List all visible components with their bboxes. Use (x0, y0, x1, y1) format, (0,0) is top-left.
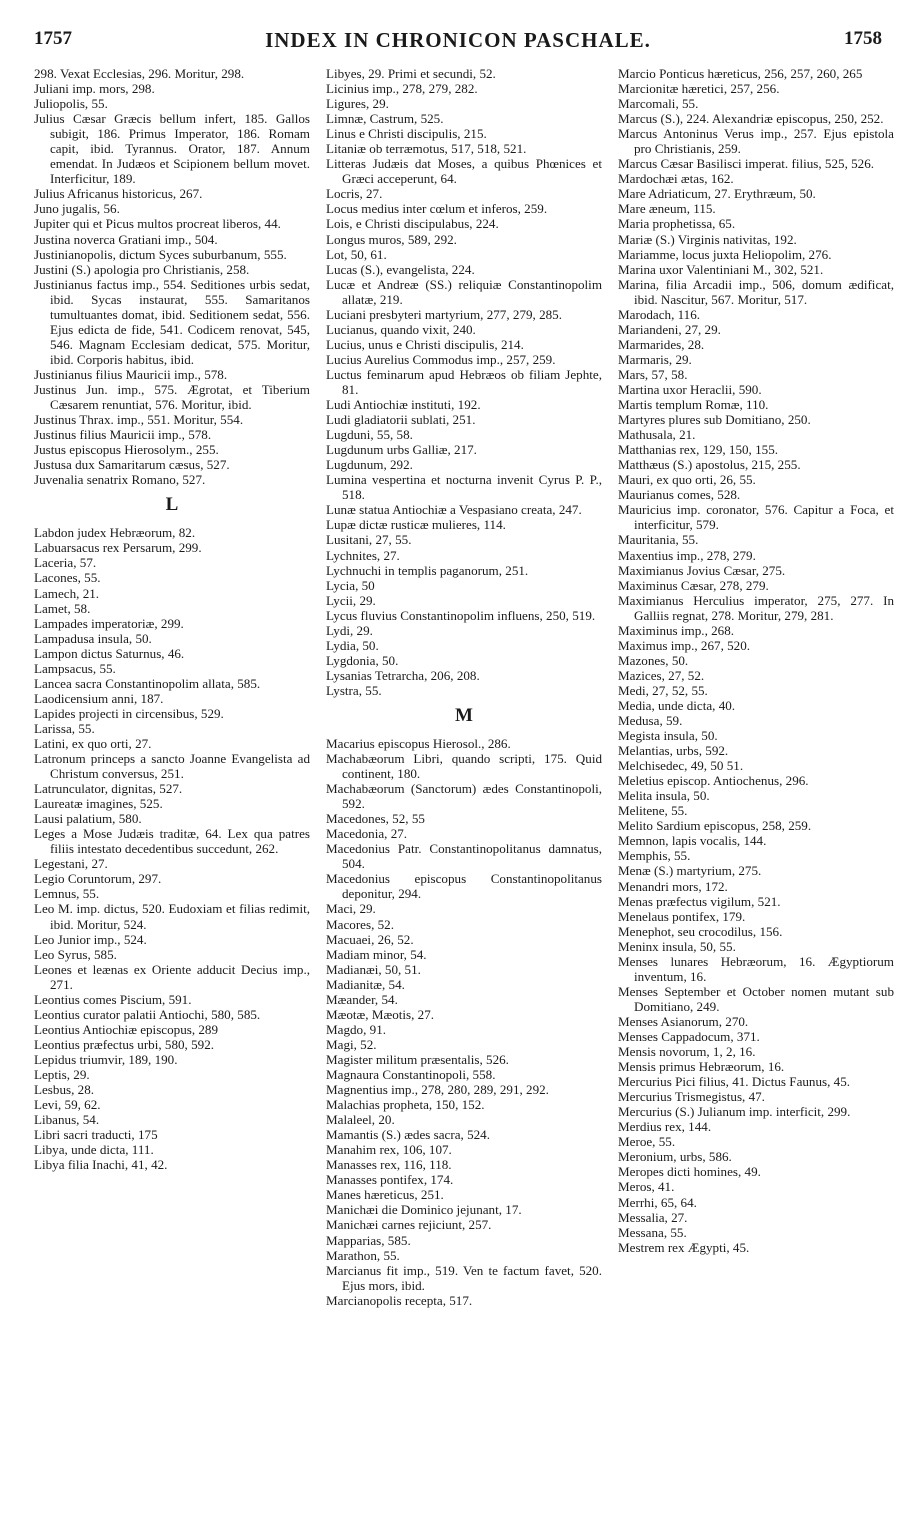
index-entry: Macuaei, 26, 52. (326, 931, 414, 947)
index-entry: Mare Adriaticum, 27. Erythræum, 50. (618, 186, 816, 202)
index-entry: Maximianus Herculius imperator, 275, 277. In Galliis regnat, 278. Moritur, 279, 281. (618, 592, 894, 623)
index-entry: Madiam minor, 54. (326, 946, 427, 962)
index-entry: Leo M. imp. dictus, 520. Eudoxiam et filias redimit, ibid. Moritur, 524. (34, 901, 310, 932)
index-entry: Libyes, 29. Primi et secundi, 52. (326, 66, 496, 81)
index-entry: Maurianus comes, 528. (618, 487, 741, 503)
index-entry: Mariæ (S.) Virginis nativitas, 192. (618, 231, 797, 247)
index-entry: Lancea sacra Constantinopolim allata, 585. (34, 675, 261, 691)
index-entry: Lugduni, 55, 58. (326, 427, 413, 443)
index-entry: Ligures, 29. (326, 96, 389, 112)
section-letter: L (165, 494, 179, 516)
index-entry: Marina, filia Arcadii imp., 506, domum ædificat, ibid. Nascitur, 567. Moritur, 517. (618, 276, 894, 307)
index-entry: Memnon, lapis vocalis, 144. (618, 833, 767, 849)
index-entry: Menæ (S.) martyrium, 275. (618, 863, 762, 879)
index-entry: Justinus filius Mauricii imp., 578. (34, 427, 212, 443)
index-entry: Maximianus Jovius Cæsar, 275. (618, 562, 786, 578)
index-entry: Madianitæ, 54. (326, 976, 405, 992)
index-entry: Mercurius Pici filius, 41. Dictus Faunus, 45. (618, 1074, 851, 1090)
index-entry: Lucius Aurelius Commodus imp., 257, 259. (326, 351, 556, 367)
index-entry: Media, unde dicta, 40. (618, 697, 736, 713)
index-entry: Matthanias rex, 129, 150, 155. (618, 442, 779, 458)
index-entry: Manahim rex, 106, 107. (326, 1142, 452, 1158)
index-entry: Lystra, 55. (326, 682, 382, 698)
index-entry: Mauritania, 55. (618, 532, 699, 548)
index-entry: Jupiter qui et Picus multos procreat liberos, 44. (34, 216, 281, 232)
index-entry: Malachias propheta, 150, 152. (326, 1097, 485, 1113)
index-entry: Lucianus, quando vixit, 240. (326, 321, 476, 337)
index-entry: Leges a Mose Judæis traditæ, 64. Lex qua patres filiis intestato decedentibus succedunt, 262. (34, 826, 310, 857)
index-entry: Legio Coruntorum, 297. (34, 871, 162, 887)
index-entry: Maci, 29. (326, 901, 376, 917)
index-entry: Legestani, 27. (34, 856, 108, 872)
index-entry: Laodicensium anni, 187. (34, 690, 164, 706)
index-entry: Marodach, 116. (618, 306, 701, 322)
index-entry: Maximinus imp., 268. (618, 622, 735, 638)
index-entry: Meninx insula, 50, 55. (618, 938, 736, 954)
index-entry: Mazones, 50. (618, 652, 689, 668)
index-entry: Mazices, 27, 52. (618, 667, 705, 683)
index-entry: Macores, 52. (326, 916, 394, 932)
index-entry: Mensis novorum, 1, 2, 16. (618, 1044, 756, 1060)
index-entry: Maria prophetissa, 65. (618, 216, 736, 232)
index-entry: Mardochæi ætas, 162. (618, 171, 734, 187)
index-entry: Mercurius (S.) Julianum imp. interficit, 299. (618, 1104, 851, 1120)
page-number-left: 1757 (34, 28, 72, 49)
index-entry: Matthæus (S.) apostolus, 215, 255. (618, 457, 801, 473)
index-entry: Malaleel, 20. (326, 1112, 395, 1128)
index-entry: Lampsacus, 55. (34, 660, 116, 676)
index-entry: Lunæ statua Antiochiæ a Vespasiano creata, 247. (326, 502, 582, 518)
page-number-right: 1758 (844, 28, 882, 49)
index-entry: Mariandeni, 27, 29. (618, 321, 721, 337)
index-entry: Lois, e Christi discipulabus, 224. (326, 216, 499, 232)
index-entry: Latrunculator, dignitas, 527. (34, 781, 183, 797)
index-entry: Machabæorum (Sanctorum) ædes Constantinopoli, 592. (326, 781, 602, 812)
index-entry: 298. Vexat Ecclesias, 296. Moritur, 298. (34, 66, 245, 81)
index-entry: Manasses rex, 116, 118. (326, 1157, 452, 1173)
index-entry: Memphis, 55. (618, 848, 691, 864)
index-entry: Macedonius Patr. Constantinopolitanus damnatus, 504. (326, 841, 602, 872)
index-entry: Lepidus triumvir, 189, 190. (34, 1051, 178, 1067)
index-entry: Litteras Judæis dat Moses, a quibus Phœnices et Græci acceperunt, 64. (326, 156, 602, 187)
index-entry: Levi, 59, 62. (34, 1097, 101, 1113)
index-entry: Martis templum Romæ, 110. (618, 397, 769, 413)
index-entry: Labdon judex Hebræorum, 82. (34, 525, 196, 541)
index-entry: Libri sacri traducti, 175 (34, 1127, 158, 1143)
index-entry: Messalia, 27. (618, 1209, 688, 1225)
index-entry: Menses Cappadocum, 371. (618, 1029, 760, 1044)
index-entry: Latini, ex quo orti, 27. (34, 735, 152, 751)
index-entry: Juliani imp. mors, 298. (34, 81, 155, 97)
index-entry: Lupæ dictæ rusticæ mulieres, 114. (326, 517, 506, 533)
running-title: INDEX IN CHRONICON PASCHALE. (265, 28, 651, 52)
index-entry: Leontius præfectus urbi, 580, 592. (34, 1036, 215, 1052)
index-entry: Justinianopolis, dictum Syces suburbanum, 555. (34, 246, 287, 262)
index-entry: Menses September et October nomen mutant sub Domitiano, 249. (618, 983, 894, 1014)
index-entry: Luctus feminarum apud Hebræos ob filiam Jephte, 81. (326, 366, 602, 397)
index-entry: Leontius Antiochiæ episcopus, 289 (34, 1021, 219, 1037)
index-entry: Mercurius Trismegistus, 47. (618, 1089, 765, 1105)
index-entry: Juno jugalis, 56. (34, 201, 120, 217)
index-entry: Leontius curator palatii Antiochi, 580, 585. (34, 1006, 261, 1022)
index-entry: Marcus (S.), 224. Alexandriæ episcopus, 250, 252. (618, 111, 884, 127)
index-entry: Menephot, seu crocodilus, 156. (618, 923, 783, 939)
index-entry: Laceria, 57. (34, 555, 97, 571)
index-entry: Lampadusa insula, 50. (34, 630, 152, 646)
index-entry: Melchisedec, 49, 50 51. (618, 758, 744, 774)
index-entry: Lycus fluvius Constantinopolim influens, 250, 519. (326, 607, 596, 623)
index-entry: Juvenalia senatrix Romano, 527. (34, 472, 206, 488)
index-entry: Leones et leænas ex Oriente adducit Decius imp., 271. (34, 961, 310, 992)
index-entry: Meletius episcop. Antiochenus, 296. (618, 773, 809, 789)
index-entry: Lemnus, 55. (34, 886, 100, 902)
index-entry: Lamech, 21. (34, 585, 100, 601)
index-entry: Lot, 50, 61. (326, 246, 387, 262)
index-entry: Marina uxor Valentiniani M., 302, 521. (618, 261, 824, 277)
index-entry: Leptis, 29. (34, 1067, 90, 1082)
index-entry: Marcus Antoninus Verus imp., 257. Ejus epistola pro Christianis, 259. (618, 126, 894, 157)
index-entry: Marmaris, 29. (618, 351, 692, 367)
index-entry: Mæander, 54. (326, 991, 398, 1007)
index-entry: Mensis primus Hebræorum, 16. (618, 1059, 785, 1075)
index-entry: Lucæ et Andreæ (SS.) reliquiæ Constantinopolim allatæ, 219. (326, 276, 602, 307)
index-entry: Meros, 41. (618, 1179, 675, 1195)
index-entry: Melantias, urbs, 592. (618, 743, 729, 759)
index-entry: Ludi Antiochiæ instituti, 192. (326, 397, 481, 413)
index-entry: Menses Asianorum, 270. (618, 1013, 749, 1029)
index-entry: Larissa, 55. (34, 720, 95, 736)
index-entry: Licinius imp., 278, 279, 282. (326, 81, 478, 97)
index-entry: Justinianus factus imp., 554. Seditiones urbis sedat, ibid. Sycas instaurat, 555. Samaritanos tumultuantes domat, ibid. Seditionem sedat, 556. Ejus edicta de fide, 541. Codicem renovat, 545, 546. Magnam Ecclesiam dedicat, 575. Moritur, ibid. Corporis habitus, ibid. (34, 276, 310, 367)
index-entry: Megista insula, 50. (618, 728, 718, 744)
index-entry: Locris, 27. (326, 186, 383, 202)
index-entry: Menas præfectus vigilum, 521. (618, 893, 781, 909)
index-entry: Justinianus filius Mauricii imp., 578. (34, 366, 228, 382)
index-entry: Libya, unde dicta, 111. (34, 1142, 154, 1158)
index-entry: Messana, 55. (618, 1224, 687, 1240)
index-entry: Macedonia, 27. (326, 826, 408, 842)
index-entry: Marcomali, 55. (618, 96, 699, 112)
index-column-1 (34, 66, 310, 1172)
index-entry: Leontius comes Piscium, 591. (34, 991, 192, 1007)
index-entry: Juliopolis, 55. (34, 96, 108, 112)
index-entry: Menelaus pontifex, 179. (618, 908, 746, 924)
index-entry: Marcianus fit imp., 519. Ven te factum favet, 520. Ejus mors, ibid. (326, 1262, 602, 1293)
index-entry: Manasses pontifex, 174. (326, 1172, 454, 1188)
index-entry: Lygdonia, 50. (326, 652, 399, 668)
index-entry: Lychnuchi in templis paganorum, 251. (326, 562, 529, 578)
index-entry: Libanus, 54. (34, 1112, 100, 1128)
index-entry: Longus muros, 589, 292. (326, 231, 457, 247)
index-entry: Menses lunares Hebræorum, 16. Ægyptiorum inventum, 16. (618, 953, 894, 984)
index-entry: Lugdunum, 292. (326, 457, 413, 473)
index-entry: Latronum princeps a sancto Joanne Evangelista ad Christum conversus, 251. (34, 751, 310, 782)
index-entry: Meropes dicti homines, 49. (618, 1164, 761, 1180)
index-entry: Julius Cæsar Græcis bellum infert, 185. Gallos subigit, 186. Primus Imperator, 186. Romam capit, ibid. Tyrannus. Orator, 187. Annum emendat. In Judæos et Scipionem bellum movet. Interficitur, 189. (34, 111, 310, 187)
index-entry: Justina noverca Gratiani imp., 504. (34, 231, 218, 247)
index-entry: Julius Africanus historicus, 267. (34, 186, 203, 202)
index-entry: Machabæorum Libri, quando scripti, 175. Quid continent, 180. (326, 751, 602, 782)
index-entry: Mæotæ, Mæotis, 27. (326, 1006, 435, 1022)
index-entry: Lugdunum urbs Galliæ, 217. (326, 442, 477, 458)
index-entry: Mauricius imp. coronator, 576. Capitur a Foca, et interficitur, 579. (618, 502, 894, 533)
index-entry: Magister militum præsentalis, 526. (326, 1051, 509, 1067)
index-entry: Marcionitæ hæretici, 257, 256. (618, 81, 780, 97)
index-entry: Magdo, 91. (326, 1021, 387, 1037)
index-entry: Luciani presbyteri martyrium, 277, 279, 285. (326, 306, 563, 322)
index-entry: Mapparias, 585. (326, 1232, 411, 1248)
index-entry: Manichæi carnes rejiciunt, 257. (326, 1217, 492, 1233)
index-entry: Medi, 27, 52, 55. (618, 682, 708, 698)
index-entry: Macarius episcopus Hierosol., 286. (326, 735, 511, 751)
index-entry: Meronium, urbs, 586. (618, 1149, 732, 1165)
section-letter: M (455, 704, 473, 726)
index-entry: Mars, 57, 58. (618, 366, 688, 382)
index-entry: Menandri mors, 172. (618, 878, 728, 894)
index-entry: Lampon dictus Saturnus, 46. (34, 645, 185, 661)
index-entry: Maximinus Cæsar, 278, 279. (618, 577, 769, 593)
index-entry: Justus episcopus Hierosolym., 255. (34, 442, 219, 458)
index-entry: Litaniæ ob terræmotus, 517, 518, 521. (326, 141, 527, 157)
index-entry: Justinus Jun. imp., 575. Ægrotat, et Tiberium Cæsarem renuntiat, 576. Moritur, ibid. (34, 381, 310, 413)
index-entry: Libya filia Inachi, 41, 42. (34, 1157, 168, 1173)
index-entry: Magnaura Constantinopoli, 558. (326, 1067, 496, 1082)
index-entry: Lesbus, 28. (34, 1082, 95, 1098)
index-entry: Lucas (S.), evangelista, 224. (326, 261, 475, 277)
index-entry: Lysanias Tetrarcha, 206, 208. (326, 667, 480, 683)
index-entry: Lapides projecti in circensibus, 529. (34, 705, 224, 721)
index-entry: Leo Syrus, 585. (34, 946, 117, 962)
index-entry: Merrhi, 65, 64. (618, 1194, 697, 1210)
index-entry: Lucius, unus e Christi discipulis, 214. (326, 336, 524, 352)
index-entry: Manichæi die Dominico jejunant, 17. (326, 1202, 522, 1218)
index-entry: Melitene, 55. (618, 803, 688, 819)
index-entry: Lychnites, 27. (326, 547, 400, 563)
index-entry: Leo Junior imp., 524. (34, 931, 147, 947)
index-entry: Mestrem rex Ægypti, 45. (618, 1239, 750, 1255)
index-entry: Martina uxor Heraclii, 590. (618, 381, 762, 397)
index-entry: Macedones, 52, 55 (326, 811, 425, 827)
index-entry: Lumina vespertina et nocturna invenit Cyrus P. P., 518. (326, 472, 602, 503)
index-entry: Melito Sardium episcopus, 258, 259. (618, 818, 812, 834)
index-entry: Madianæi, 50, 51. (326, 961, 421, 977)
index-entry: Lacones, 55. (34, 570, 101, 586)
index-entry: Ludi gladiatorii sublati, 251. (326, 412, 476, 428)
index-entry: Lydia, 50. (326, 637, 379, 653)
index-entry: Marcianopolis recepta, 517. (326, 1292, 473, 1308)
index-entry: Lamet, 58. (34, 600, 91, 616)
index-entry: Meroe, 55. (618, 1134, 676, 1150)
index-entry: Magi, 52. (326, 1036, 377, 1052)
index-entry: Lausi palatium, 580. (34, 811, 142, 827)
index-entry: Melita insula, 50. (618, 788, 710, 804)
index-entry: Lydi, 29. (326, 622, 373, 638)
index-entry: Locus medius inter cœlum et inferos, 259. (326, 201, 548, 217)
index-entry: Marcus Cæsar Basilisci imperat. filius, 525, 526. (618, 156, 875, 172)
index-entry: Lycii, 29. (326, 592, 376, 608)
index-entry: Marathon, 55. (326, 1247, 400, 1263)
index-entry: Mathusala, 21. (618, 427, 696, 443)
index-entry: Merdius rex, 144. (618, 1119, 712, 1135)
index-entry: Lusitani, 27, 55. (326, 532, 412, 548)
index-entry: Mamantis (S.) ædes sacra, 524. (326, 1127, 491, 1143)
index-entry: Linus e Christi discipulis, 215. (326, 126, 487, 142)
index-entry: Lampades imperatoriæ, 299. (34, 615, 184, 631)
index-entry: Marmarides, 28. (618, 336, 705, 352)
index-entry: Justinus Thrax. imp., 551. Moritur, 554. (34, 412, 244, 428)
index-entry: Laureatæ imagines, 525. (34, 796, 163, 812)
index-entry: Marcio Ponticus hæreticus, 256, 257, 260, 265 (618, 66, 863, 81)
index-column-3 (618, 66, 894, 1255)
index-entry: Mare æneum, 115. (618, 201, 716, 217)
index-entry: Maxentius imp., 278, 279. (618, 547, 756, 563)
index-entry: Macedonius episcopus Constantinopolitanus deponitur, 294. (326, 871, 602, 902)
index-entry: Magnentius imp., 278, 280, 289, 291, 292. (326, 1082, 549, 1098)
index-entry: Lycia, 50 (326, 577, 375, 593)
index-column-2 (326, 66, 602, 1308)
index-entry: Medusa, 59. (618, 713, 683, 729)
index-entry: Limnæ, Castrum, 525. (326, 111, 444, 127)
index-entry: Manes hæreticus, 251. (326, 1187, 444, 1203)
index-entry: Maximus imp., 267, 520. (618, 637, 751, 653)
index-entry: Mauri, ex quo orti, 26, 55. (618, 472, 756, 488)
index-entry: Labuarsacus rex Persarum, 299. (34, 540, 202, 556)
page-header (34, 28, 882, 54)
index-entry: Martyres plures sub Domitiano, 250. (618, 412, 811, 428)
index-entry: Mariamme, locus juxta Heliopolim, 276. (618, 246, 832, 262)
index-entry: Justusa dux Samaritarum cæsus, 527. (34, 457, 230, 473)
index-entry: Justini (S.) apologia pro Christianis, 258. (34, 261, 250, 277)
